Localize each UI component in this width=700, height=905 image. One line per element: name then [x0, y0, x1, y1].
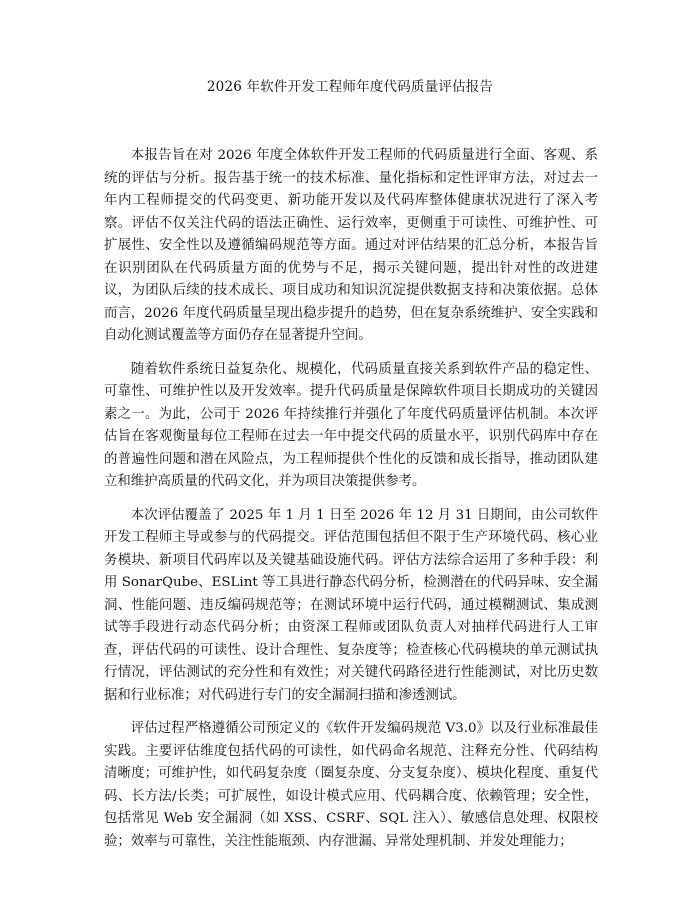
paragraph-scope-methods: 本次评估覆盖了 2025 年 1 月 1 日至 2026 年 12 月 31 日期间，由公司软件开发工程师主导或参与的代码提交。评估范围包括但不限于生产环境代码、核心业务模块、新项目代码库以及关键基础设施代码。评估方法综合运用了多种手段：利用 SonarQube、ESLint 等工具进行静态代码分析，检测潜在的代码异味、安全漏洞、性能问题、违反编码规范等；在测试环境中运行代码，通过模糊测试、集成测试等手段进行动态代码分析；由资深工程师或团队负责人对抽样代码进行人工审查，评估代码的可读性、设计合理性、复杂度等；检查核心代码模块的单元测试执行情况，评估测试的充分性和有效性；对关键代码路径进行性能测试，对比历史数据和行业标准；对代码进行专门的安全漏洞扫描和渗透测试。 [104, 507, 598, 703]
paragraph-summary: 本报告旨在对 2026 年度全体软件开发工程师的代码质量进行全面、客观、系统的评估与分析。报告基于统一的技术标准、量化指标和定性评审方法，对过去一年内工程师提交的代码变更、新功能开发以及代码库整体健康状况进行了深入考察。评估不仅关注代码的语法正确性、运行效率，更侧重于可读性、可维护性、可扩展性、安全性以及遵循编码规范等方面。通过对评估结果的汇总分析，本报告旨在识别团队在代码质量方面的优势与不足，揭示关键问题，提出针对性的改进建议，为团队后续的技术成长、项目成功和知识沉淀提供数据支持和决策依据。总体而言，2026 年度代码质量呈现出稳步提升的趋势，但在复杂系统维护、安全实践和自动化测试覆盖等方面仍存在显著提升空间。 [104, 148, 598, 343]
document-body [104, 145, 598, 864]
paragraph-background: 随着软件系统日益复杂化、规模化，代码质量直接关系到软件产品的稳定性、可靠性、可维护性以及开发效率。提升代码质量是保障软件项目长期成功的关键因素之一。为此，公司于 2026 年持续推行并强化了年度代码质量评估机制。本次评估旨在客观衡量每位工程师在过去一年中提交代码的质量水平，识别代码库中存在的普遍性问题和潜在风险点，为工程师提供个性化的反馈和成长指导，推动团队建立和维护高质量的代码文化，并为项目决策提供参考。 [104, 361, 598, 489]
paragraph-dimensions: 评估过程严格遵循公司预定义的《软件开发编码规范 V3.0》以及行业标准最佳实践。主要评估维度包括代码的可读性，如代码命名规范、注释充分性、代码结构清晰度；可维护性，如代码复杂度（圈复杂度、分支复杂度）、模块化程度、重复代码、长方法/长类；可扩展性，如设计模式应用、代码耦合度、依赖管理；安全性，包括常见 Web 安全漏洞（如 XSS、CSRF、SQL 注入）、敏感信息处理、权限校验；效率与可靠性，关注性能瓶颈、内存泄漏、异常处理机制、并发处理能力； [104, 721, 598, 849]
document-title: 2026 年软件开发工程师年度代码质量评估报告 [206, 79, 494, 95]
